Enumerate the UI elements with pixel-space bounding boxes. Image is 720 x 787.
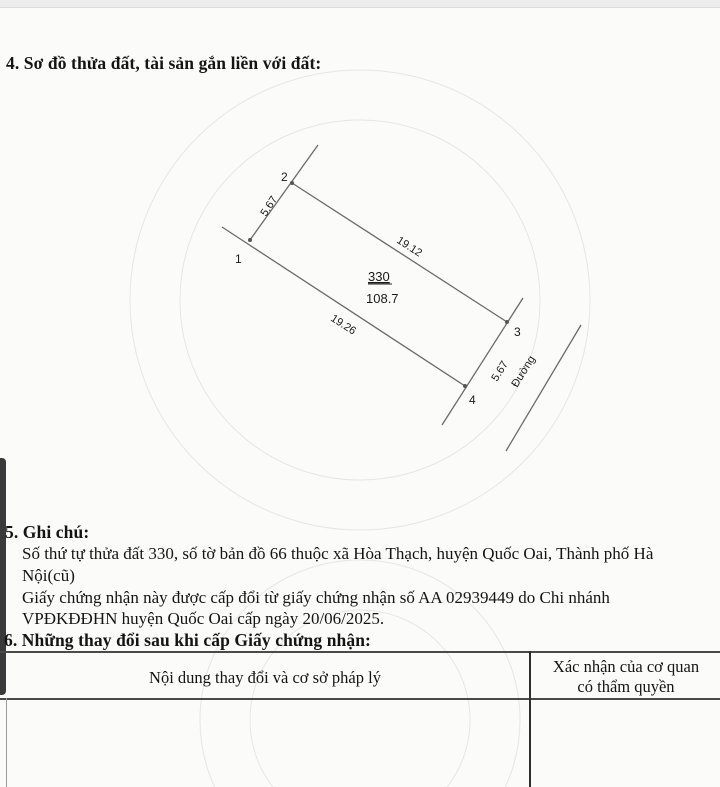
table-header-change-content: Nội dung thay đổi và cơ sở pháp lý <box>149 668 381 687</box>
note-line-1: Số thứ tự thửa đất 330, số tờ bản đồ 66 thuộc xã Hòa Thạch, huyện Quốc Oai, Thành phố Hà <box>22 544 654 563</box>
point-label-4: 4 <box>469 393 476 407</box>
point-label-1: 1 <box>235 252 242 266</box>
point-4-marker <box>463 384 467 388</box>
note-line-4: VPĐKĐĐHN huyện Quốc Oai cấp ngày 20/06/2025. <box>22 609 385 628</box>
edge-label-2-3: 19.12 <box>394 234 424 260</box>
road-label: Đường <box>509 353 538 390</box>
header-line-2: có thẩm quyền <box>577 677 675 696</box>
table-top-border <box>0 651 720 653</box>
section-5-title: 5. Ghi chú: <box>5 522 90 542</box>
point-label-3: 3 <box>514 325 521 339</box>
edge-label-1-2: 5.67 <box>258 194 281 219</box>
point-2-marker <box>290 181 294 185</box>
edge-1-4 <box>222 227 465 386</box>
changes-table <box>0 651 720 787</box>
note-line-2: Nội(cũ) <box>22 566 75 585</box>
point-label-2: 2 <box>281 170 288 184</box>
table-row <box>0 700 720 787</box>
section-4-title: 4. Sơ đồ thửa đất, tài sản gắn liền với đất: <box>6 53 322 73</box>
edge-label-4-1: 19.26 <box>328 312 358 338</box>
parcel-area: 108.7 <box>366 291 399 306</box>
section-6-title: 6. Những thay đổi sau khi cấp Giấy chứng nhận: <box>4 630 371 650</box>
edge-label-3-4: 5.67 <box>489 359 511 384</box>
note-line-3: Giấy chứng nhận này được cấp đổi từ giấy chứng nhận số AA 02939449 do Chi nhánh <box>22 588 610 607</box>
parcel-number: 330 <box>368 269 390 284</box>
point-3-marker <box>505 320 509 324</box>
table-header-confirmation <box>532 657 720 697</box>
edge-2-3 <box>292 183 507 322</box>
header-line-1: Xác nhận của cơ quan <box>552 657 700 676</box>
point-1-marker <box>248 238 252 242</box>
edge-3-4 <box>442 298 523 425</box>
